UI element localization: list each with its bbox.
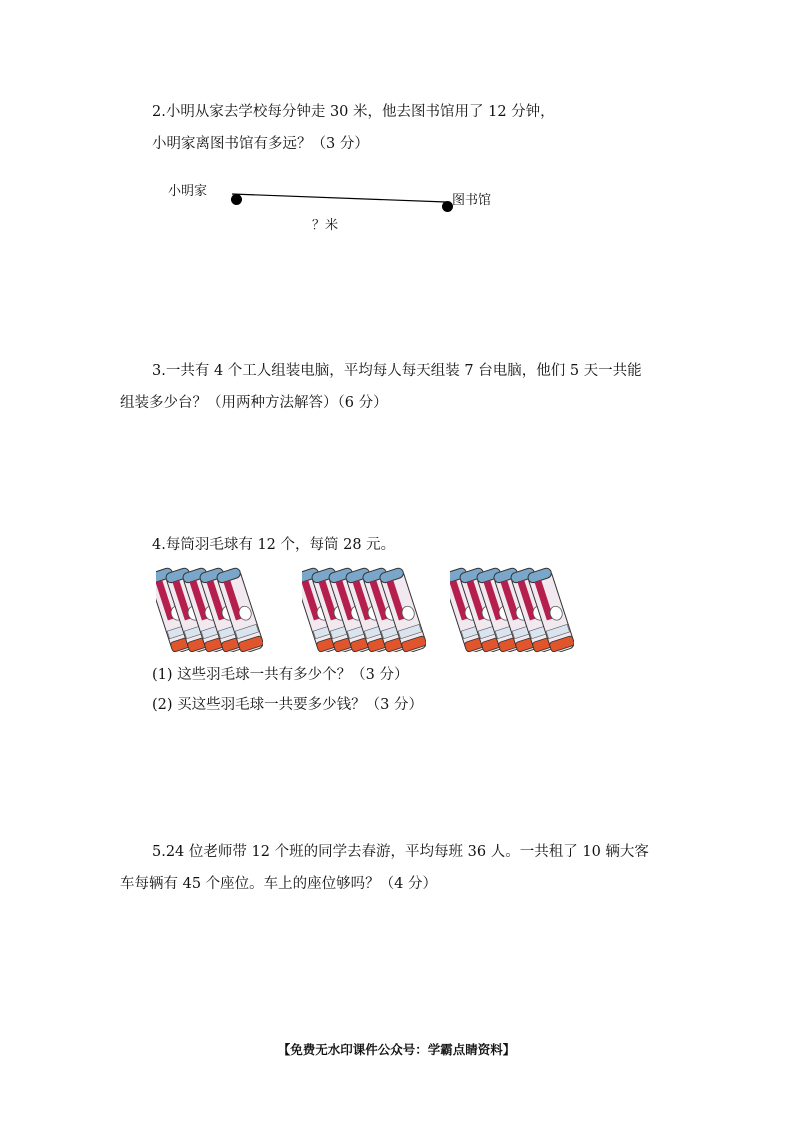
q4-sub-1: (1) 这些羽毛球一共有多少个？（3 分） [152,667,409,683]
tube-stack [302,566,426,652]
tube-stack [156,566,263,652]
home-label: 小明家 [168,184,208,199]
library-label: 图书馆 [452,193,492,208]
distance-line [0,0,793,260]
distance-label: ？米 [312,218,339,233]
tube-group-2 [302,566,426,652]
tube-stack [450,566,574,652]
tube-group-3 [450,566,574,652]
footer-note: 【免费无水印课件公众号：学霸点睛资料】 [277,1042,516,1057]
q3-line-2: 组装多少台？（用两种方法解答）（6 分） [120,395,388,411]
q4-sub-2: (2) 买这些羽毛球一共要多少钱？（3 分） [152,697,423,713]
shuttlecock-tubes-illustration [0,566,793,652]
q3-line-1: 3.一共有 4 个工人组装电脑，平均每人每天组装 7 台电脑，他们 5 天一共能 [152,363,642,379]
q2-line-2: 小明家离图书馆有多远？（3 分） [152,136,369,152]
q5-line-2: 车每辆有 45 个座位。车上的座位够吗？（4 分） [120,876,438,892]
q4-line-1: 4.每筒羽毛球有 12 个，每筒 28 元。 [152,537,396,553]
q5-line-1: 5.24 位老师带 12 个班的同学去春游，平均每班 36 人。一共租了 10 辆大客 [152,844,649,860]
tube-group-1 [156,566,263,652]
home-dot [231,194,242,205]
q2-line-1: 2.小明从家去学校每分钟走 30 米，他去图书馆用了 12 分钟， [152,104,555,120]
